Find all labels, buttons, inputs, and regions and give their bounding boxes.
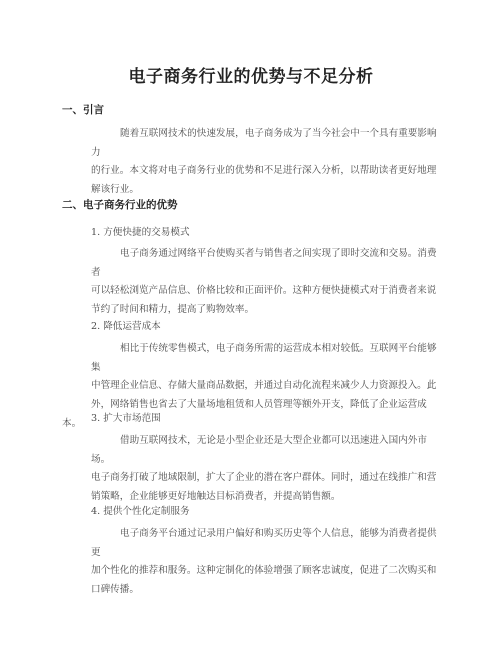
subheading-item-2: 2. 降低运营成本 [91, 321, 161, 332]
intro-paragraph [62, 125, 442, 200]
paragraph-line: 解该行业。 [91, 184, 139, 196]
paragraph-line: 中管理企业信息、存储大量商品数据，并通过自动化流程来减少人力资源投入。此 [91, 380, 437, 392]
paragraph-line: 节约了时间和精力，提高了购物效率。 [91, 304, 255, 316]
item-4-paragraph [62, 525, 442, 600]
item-1-paragraph [62, 245, 442, 320]
paragraph-line: 口碑传播。 [91, 584, 139, 596]
paragraph-line: 销策略，企业能够更好地触达目标消费者，并提高销售额。 [91, 491, 341, 503]
paragraph-line: 电子商务打破了地域限制，扩大了企业的潜在客户群体。同时，通过在线推广和营 [91, 472, 437, 484]
item-3-paragraph [62, 432, 442, 507]
paragraph-line: 借助互联网技术，无论是小型企业还是大型企业都可以迅速进入国内外市场。 [91, 435, 427, 465]
document-title: 电子商务行业的优势与不足分析 [128, 67, 374, 87]
paragraph-line: 外，网络销售也省去了大量场地租赁和人员管理等额外开支，降低了企业运营成本。 [62, 399, 427, 429]
paragraph-line: 电子商务平台通过记录用户偏好和购买历史等个人信息，能够为消费者提供更 [91, 528, 437, 558]
subheading-item-3: 3. 扩大市场范围 [91, 413, 161, 424]
section-heading-intro: 一、引言 [62, 104, 104, 116]
paragraph-line: 相比于传统零售模式，电子商务所需的运营成本相对较低。互联网平台能够集 [91, 343, 437, 373]
paragraph-line: 随着互联网技术的快速发展，电子商务成为了当今社会中一个具有重要影响力 [91, 128, 437, 158]
subheading-item-4: 4. 提供个性化定制服务 [91, 506, 190, 517]
paragraph-line: 的行业。本文将对电子商务行业的优势和不足进行深入分析，以帮助读者更好地理 [91, 165, 437, 177]
paragraph-line: 可以轻松浏览产品信息、价格比较和正面评价。这种方便快捷模式对于消费者来说 [91, 285, 437, 297]
paragraph-line: 电子商务通过网络平台使购买者与销售者之间实现了即时交流和交易。消费者 [91, 248, 437, 278]
subheading-item-1: 1. 方便快捷的交易模式 [91, 227, 190, 238]
section-heading-advantages: 二、电子商务行业的优势 [62, 199, 178, 211]
paragraph-line: 加个性化的推荐和服务。这种定制化的体验增强了顾客忠诚度，促进了二次购买和 [91, 565, 437, 577]
